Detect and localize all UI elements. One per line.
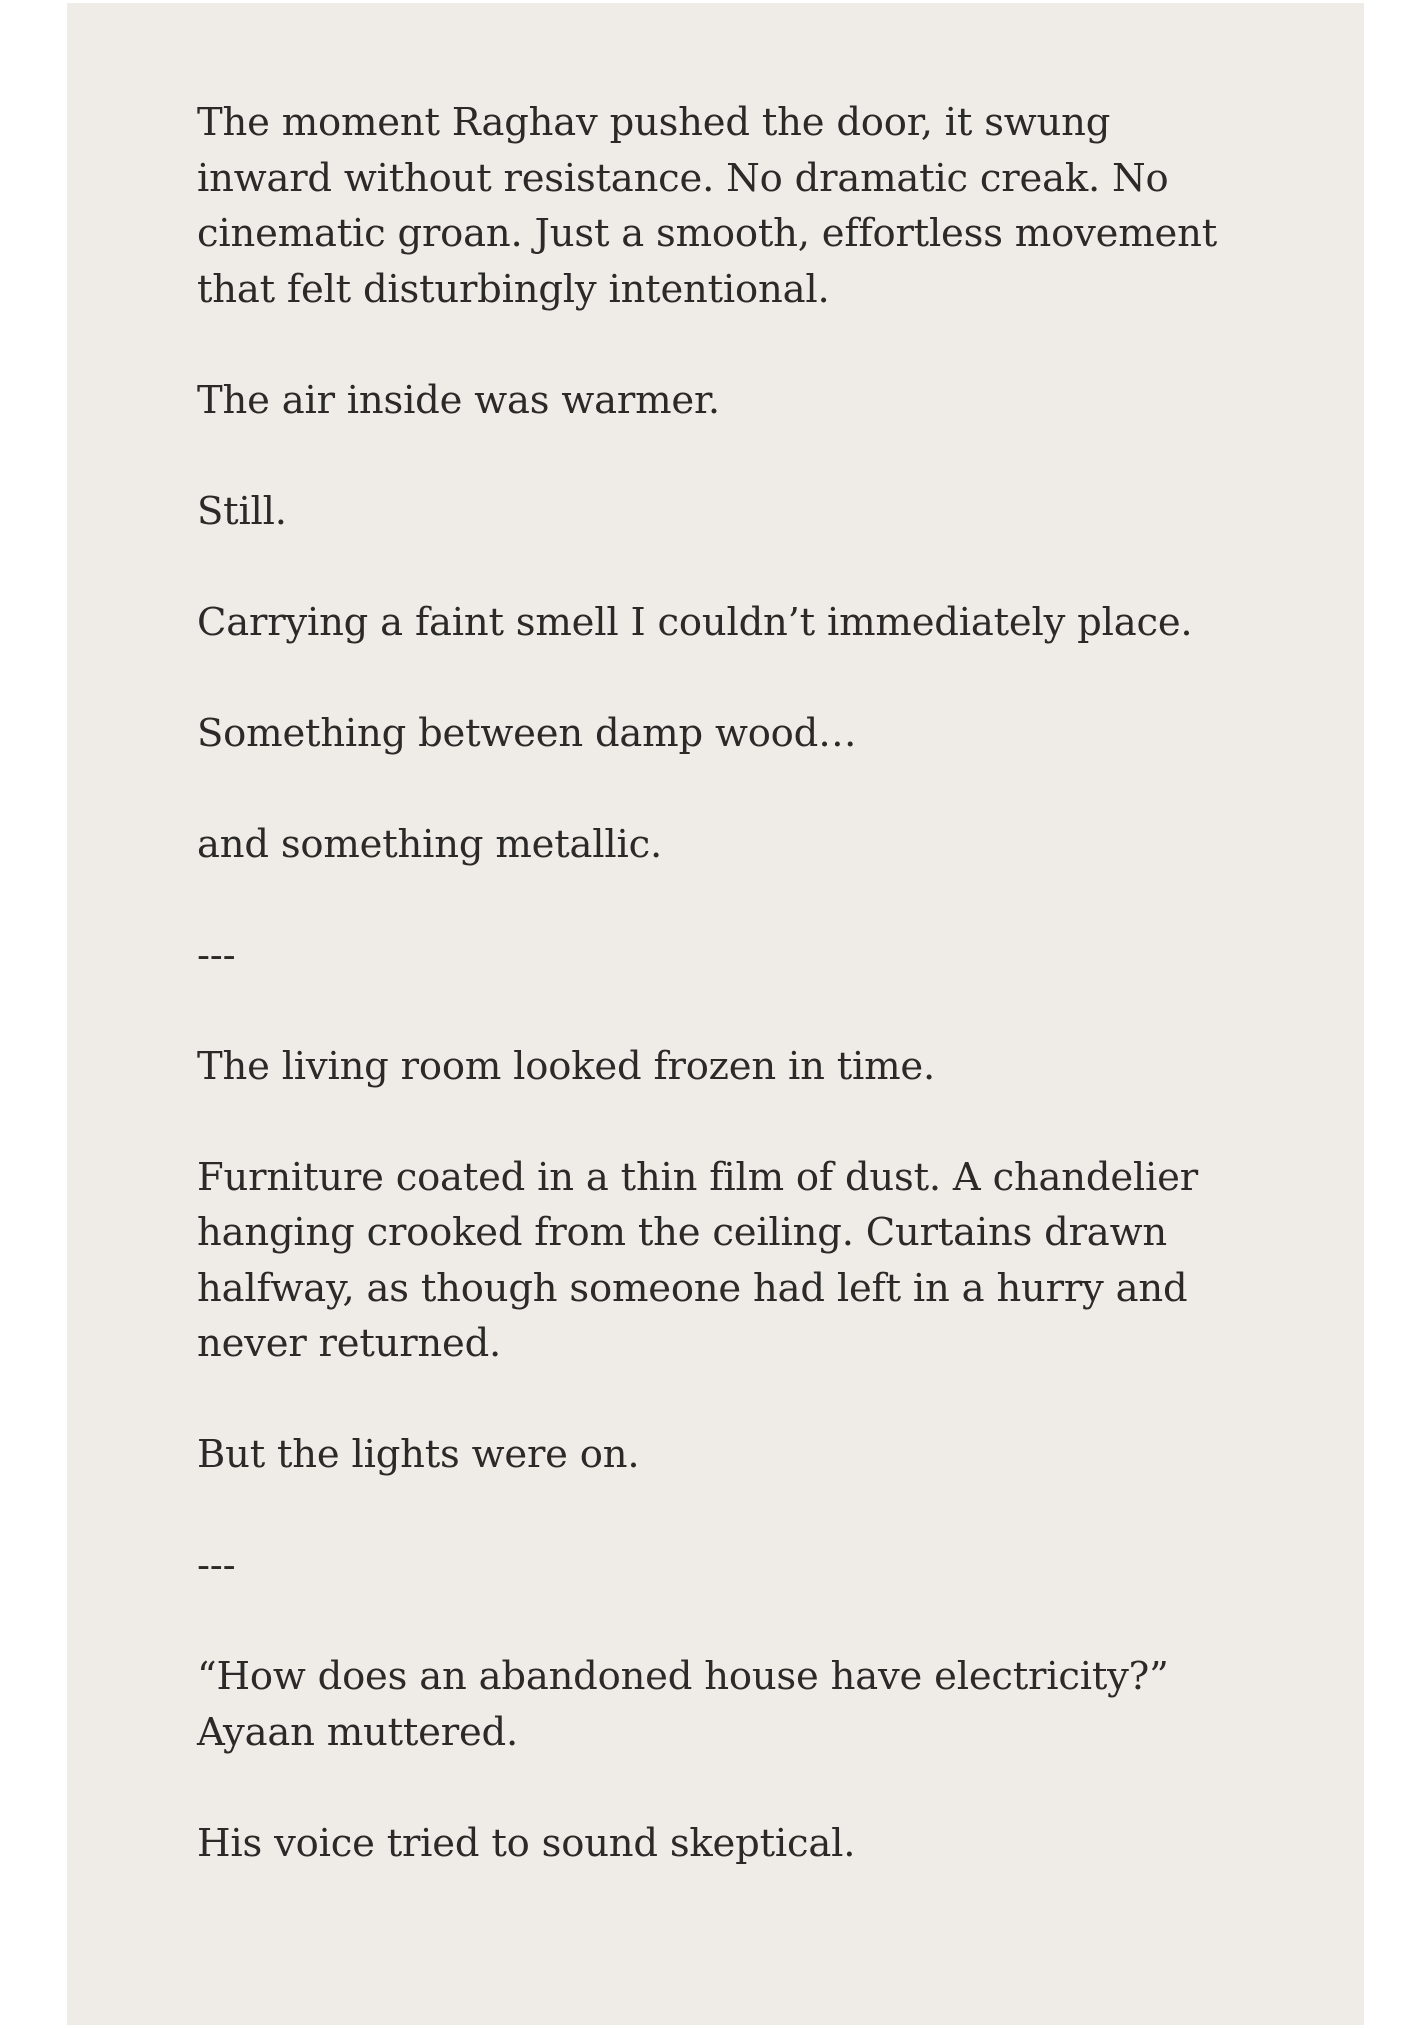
paragraph-lights-on: But the lights were on. <box>197 1432 640 1477</box>
paragraph-electricity-question: “How does an abandoned house have electricity?” Ayaan muttered. <box>197 1654 1169 1755</box>
paragraph-damp-wood: Something between damp wood… <box>197 710 857 756</box>
paragraph-still: Still. <box>197 488 287 534</box>
document-page <box>67 3 1364 2025</box>
paragraph-skeptical-voice: His voice tried to sound skeptical. <box>197 1820 856 1866</box>
paragraph-faint-smell: Carrying a faint smell I couldn’t immediately place. <box>197 599 1193 645</box>
section-break: --- <box>197 932 236 978</box>
paragraph-furniture: Furniture coated in a thin film of dust. A chandelier hanging crooked from the ceiling. Curtains drawn halfway, as though someone had left in a hurry and never returned. <box>197 1154 1198 1366</box>
paragraph-metallic: and something metallic. <box>197 821 662 867</box>
section-break: --- <box>197 1543 236 1588</box>
paragraph-door-opens: The moment Raghav pushed the door, it swung inward without resistance. No dramatic creak. No cinematic groan. Just a smooth, effortless movement that felt disturbingly intentional. <box>197 100 1217 312</box>
paragraph-air-warmer: The air inside was warmer. <box>197 377 720 423</box>
story-text <box>197 95 1237 1871</box>
paragraph-living-room: The living room looked frozen in time. <box>197 1043 936 1089</box>
